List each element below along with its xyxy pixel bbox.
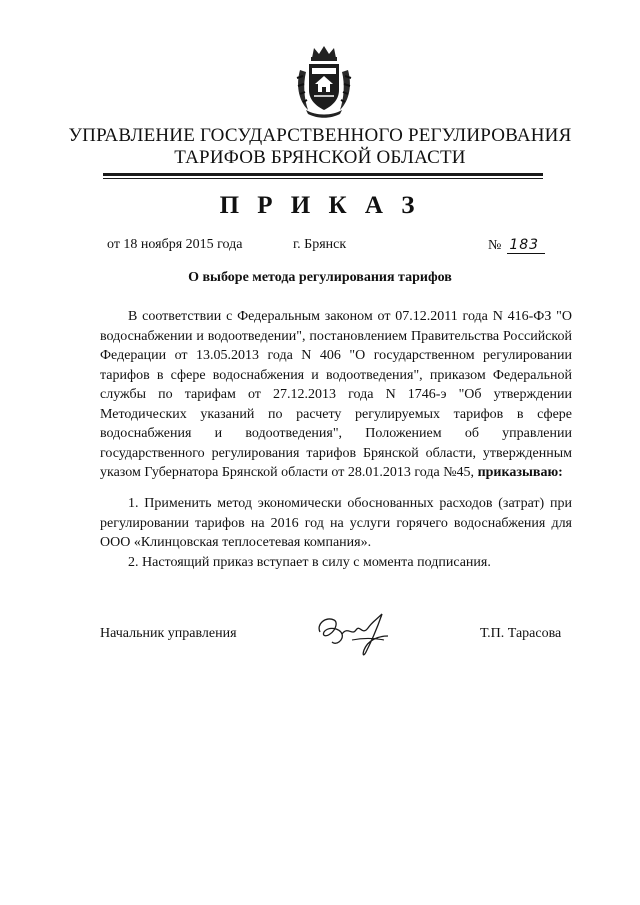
- header-divider-thin: [103, 178, 543, 179]
- signatory-name: Т.П. Тарасова: [480, 626, 562, 641]
- preamble-paragraph: [100, 307, 572, 483]
- organization-line-2: ТАРИФОВ БРЯНСКОЙ ОБЛАСТИ: [174, 147, 466, 168]
- number-value-handwritten: 183: [507, 237, 545, 254]
- header-divider-thick: [103, 173, 543, 176]
- document-subject: О выборе метода регулирования тарифов: [188, 270, 452, 285]
- order-item-1: 1. Применить метод экономически обоснованных расходов (затрат) при регулировании тарифов на 2016 год на услуги горячего водоснабжения для ООО «Клинцовская теплосетевая компания».: [100, 496, 572, 550]
- document-city: г. Брянск: [293, 237, 347, 252]
- organization-line-1: УПРАВЛЕНИЕ ГОСУДАРСТВЕННОГО РЕГУЛИРОВАНИЯ: [68, 125, 572, 146]
- document-number: [488, 237, 545, 254]
- signatory-role: Начальник управления: [100, 626, 237, 641]
- document-date: от 18 ноября 2015 года: [107, 237, 243, 252]
- number-label: №: [488, 238, 502, 253]
- order-keyword: приказываю:: [477, 465, 563, 480]
- coat-of-arms-icon: [294, 44, 354, 118]
- order-item-2: 2. Настоящий приказ вступает в силу с момента подписания.: [128, 555, 491, 570]
- organization-name: [0, 125, 640, 169]
- document-title: П Р И К А З: [219, 192, 421, 219]
- preamble-text: В соответствии с Федеральным законом от 07.12.2011 года N 416-ФЗ "О водоснабжении и водоотведении", постановлением Правительства Российской Федерации от 13.05.2013 года N 406 "О государственном регулировании тарифов в сфере водоснабжения и водоотведения", приказом Федеральной службы по тарифам от 27.12.2013 года N 1746-э "Об утверждении Методических указаний по расчету регулируемых тарифов в сфере водоснабжения и водоотведения", Положением об управлении государственного регулирования тарифов Брянской области, утвержденным указом Губернатора Брянской области от 28.01.2013 года №45,: [100, 309, 572, 480]
- handwritten-signature-icon: [312, 606, 398, 658]
